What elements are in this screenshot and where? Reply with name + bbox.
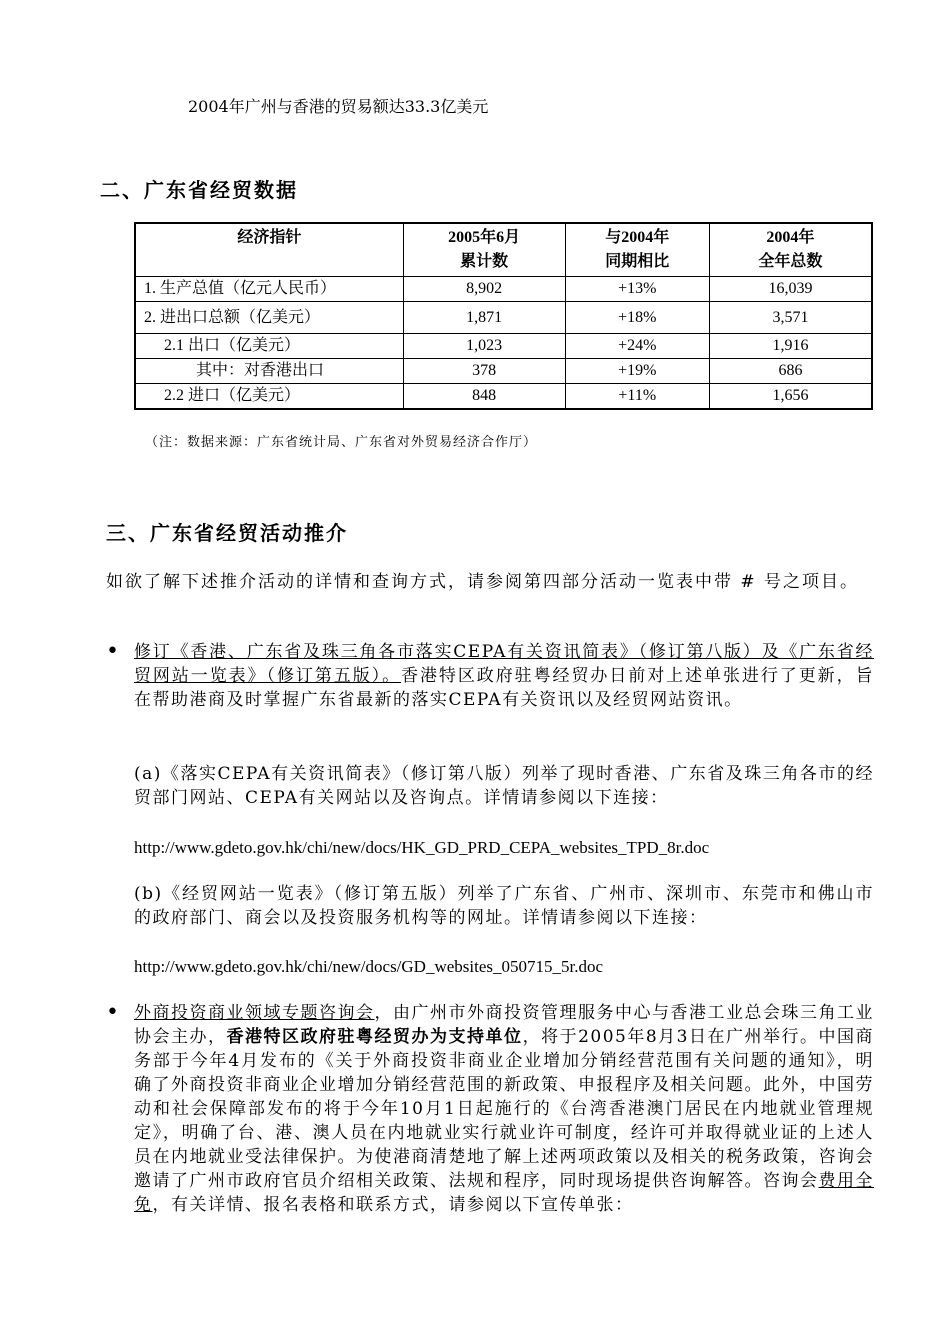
table-row [135, 302, 872, 334]
cell-value: 686 [709, 359, 872, 384]
table-header-row [135, 223, 872, 277]
row-label: 1. 生产总值（亿元人民币） [135, 277, 403, 302]
header-indicator: 经济指针 [135, 223, 403, 277]
intro-line: 2004年广州与香港的贸易额达33.3亿美元 [188, 97, 489, 116]
seminar-support-unit: 香港特区政府驻粤经贸办为支持单位 [226, 1027, 523, 1047]
url-b-link[interactable]: http://www.gdeto.gov.hk/chi/new/docs/GD_websites_050715_5r.doc [134, 957, 604, 976]
cell-value: 1,871 [403, 302, 565, 334]
cell-value: 848 [403, 384, 565, 410]
free-of-charge: 费用全免 [134, 1171, 874, 1215]
cell-value: +11% [565, 384, 709, 410]
section2-title: 二、广东省经贸数据 [100, 178, 298, 202]
seminar-text-a: ，由广州市外商投资管理服务中心与香港工业总会珠三角工业协会主办， [134, 1003, 874, 1047]
row-label: 2.1 出口（亿美元） [135, 334, 403, 359]
seminar-link[interactable]: 外商投资商业领域专题咨询会 [134, 1003, 375, 1023]
bullet-icon: • [106, 639, 119, 664]
cell-value: 1,656 [709, 384, 872, 410]
cell-value: 1,023 [403, 334, 565, 359]
table-row [135, 334, 872, 359]
seminar-text-c: ，有关详情、报名表格和联系方式，请参阅以下宣传单张： [152, 1195, 634, 1215]
bullet-item-seminar [134, 1001, 874, 1217]
header-yoy: 与2004年 同期相比 [565, 223, 709, 277]
cell-value: 3,571 [709, 302, 872, 334]
bullet-item-cepa [134, 640, 874, 712]
section3-title: 三、广东省经贸活动推介 [106, 521, 348, 545]
cell-value: 8,902 [403, 277, 565, 302]
header-2005-june: 2005年6月 累计数 [403, 223, 565, 277]
data-source-note: （注：数据来源：广东省统计局、广东省对外贸易经济合作厅） [145, 435, 538, 450]
url-a-link[interactable]: http://www.gdeto.gov.hk/chi/new/docs/HK_GD_PRD_CEPA_websites_TPD_8r.doc [134, 838, 710, 857]
row-label: 2.2 进口（亿美元） [135, 384, 403, 410]
cell-value: 1,916 [709, 334, 872, 359]
table-row [135, 384, 872, 410]
cell-value: +19% [565, 359, 709, 384]
cepa-leaflet-text: 香港特区政府驻粤经贸办日前对上述单张进行了更新，旨在帮助港商及时掌握广东省最新的落实CEPA有关资讯以及经贸网站资讯。 [134, 666, 875, 710]
sub-item-b: (b)《经贸网站一览表》（修订第五版）列举了广东省、广州市、深圳市、东莞市和佛山市的政府部门、商会以及投资服务机构等的网址。详情请参阅以下连接： [134, 884, 874, 928]
economic-data-table [134, 222, 873, 410]
table-row [135, 277, 872, 302]
cell-value: +13% [565, 277, 709, 302]
header-2004-total: 2004年 全年总数 [709, 223, 872, 277]
cell-value: +24% [565, 334, 709, 359]
cell-value: 16,039 [709, 277, 872, 302]
row-label: 其中：对香港出口 [135, 359, 403, 384]
seminar-text-b: ，将于2005年8月3日在广州举行。中国商务部于今年4月发布的《关于外商投资非商业企业增加分销经营范围有关问题的通知》，明确了外商投资非商业企业增加分销经营范围的新政策、申报程序及相关问题。此外，中国劳动和社会保障部发布的将于今年10月1日起施行的《台湾香港澳门居民在内地就业管理规定》，明确了台、港、澳人员在内地就业实行就业许可制度，经许可并取得就业证的上述人员在内地就业受法律保护。为使港商清楚地了解上述两项政策以及相关的税务政策，咨询会邀请了广州市政府官员介绍相关政策、法规和程序，同时现场提供咨询解答。咨询会 [134, 1027, 874, 1191]
sub-item-a: (a)《落实CEPA有关资讯简表》（修订第八版）列举了现时香港、广东省及珠三角各市的经贸部门网站、CEPA有关网站以及咨询点。详情请参阅以下连接： [134, 764, 874, 808]
table-row [135, 359, 872, 384]
cell-value: 378 [403, 359, 565, 384]
section3-intro: 如欲了解下述推介活动的详情和查询方式，请参阅第四部分活动一览表中带 # 号之项目。 [106, 572, 860, 592]
cell-value: +18% [565, 302, 709, 334]
bullet-icon: • [106, 1000, 119, 1025]
row-label: 2. 进出口总额（亿美元） [135, 302, 403, 334]
cepa-leaflet-link[interactable]: 修订《香港、广东省及珠三角各市落实CEPA有关资讯简表》（修订第八版）及《广东省经贸网站一览表》（修订第五版）。 [134, 642, 874, 686]
